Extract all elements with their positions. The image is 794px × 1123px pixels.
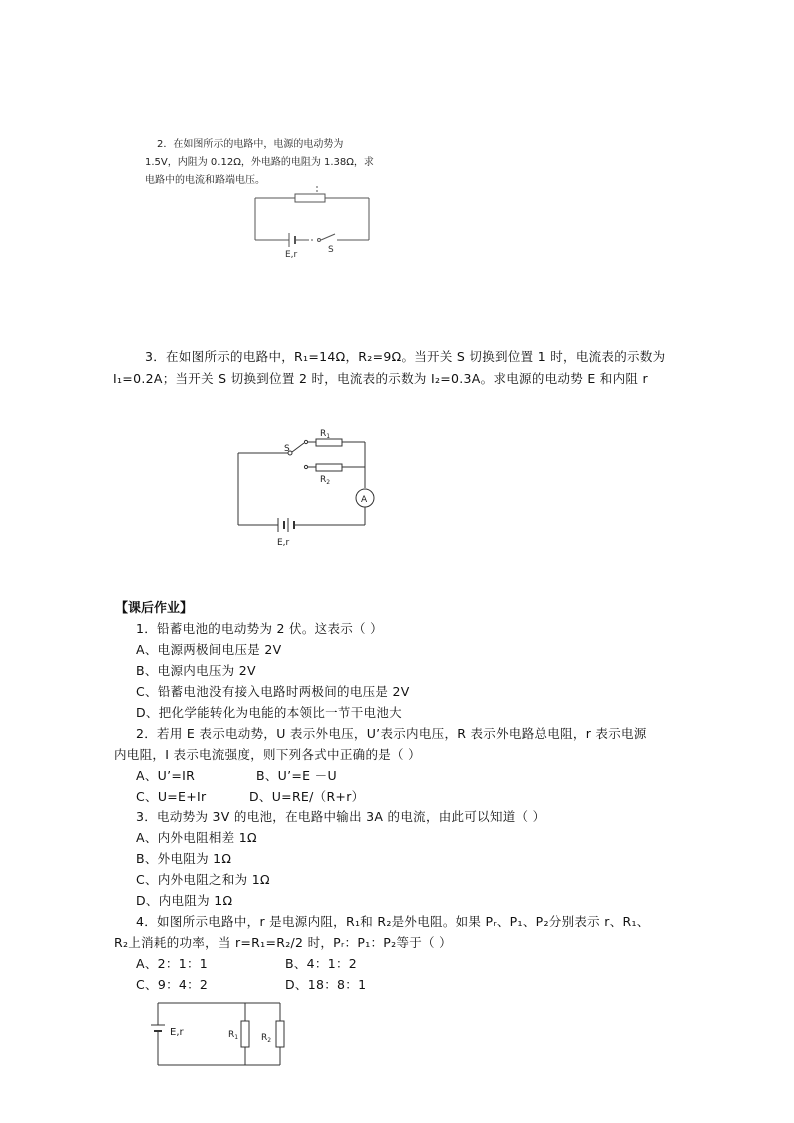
- q3-label-r1-sub: 1: [326, 433, 331, 440]
- q3-label-r2-sub: 2: [326, 479, 331, 486]
- hw-q4-label-r2: R: [261, 1033, 268, 1043]
- q2-label-s: S: [328, 245, 334, 255]
- hw-q2-stem-line1: 2．若用 E 表示电动势，U 表示外电压，U’表示内电压，R 表示外电路总电阻，r 表示电源: [136, 726, 647, 741]
- q3-label-r2: R: [320, 475, 327, 485]
- q3-label-a: A: [361, 495, 368, 505]
- hw-q4-option-d: D、18：8：1: [285, 977, 367, 992]
- hw-q1-option-c: C、铅蓄电池没有接入电路时两极间的电压是 2V: [136, 684, 410, 699]
- q2-line3: 电路中的电流和路端电压。: [145, 175, 265, 186]
- hw-q4-circuit-diagram: [148, 995, 298, 1075]
- q2-line2: 1.5V，内阻为 0.12Ω，外电路的电阻为 1.38Ω，求: [145, 157, 374, 168]
- hw-q4-resistor-r2: [276, 1021, 284, 1047]
- hw-q2-option-d: D、U=RE/（R+r）: [249, 789, 365, 804]
- q2-label-er: E,r: [285, 250, 298, 260]
- homework-title: 【课后作业】: [115, 601, 194, 616]
- q3-label-er: E,r: [277, 538, 290, 548]
- hw-q4-resistor-r1: [241, 1021, 249, 1047]
- q2-switch-pivot: [318, 239, 321, 242]
- q3-label-r1: R: [320, 429, 327, 439]
- q3-resistor-r1: [316, 439, 342, 446]
- hw-q1-option-a: A、电源两极间电压是 2V: [136, 642, 282, 657]
- svg-text:R1: [320, 429, 330, 440]
- hw-q4-stem-line2: R₂上消耗的功率，当 r=R₁=R₂/2 时，Pᵣ：P₁：P₂等于（ ）: [114, 935, 452, 950]
- hw-q4-option-a: A、2：1：1: [136, 956, 209, 971]
- q3-label-s: S: [284, 444, 290, 454]
- hw-q3-option-a: A、内外电阻相差 1Ω: [136, 830, 257, 845]
- q3-switch-blade: [292, 443, 304, 452]
- q2-switch-blade: [321, 234, 335, 240]
- q3-line1: 3．在如图所示的电路中，R₁=14Ω，R₂=9Ω。当开关 S 切换到位置 1 时，电流表的示数为: [145, 349, 666, 364]
- q3-switch-contact-2: [304, 465, 307, 468]
- q2-resistor: [295, 194, 325, 202]
- hw-q4-stem-line1: 4．如图所示电路中，r 是电源内阻，R₁和 R₂是外电阻。如果 Pᵣ、P₁、P₂分别表示 r、R₁、: [136, 914, 650, 929]
- hw-q2-option-c: C、U=E+Ir: [136, 789, 207, 804]
- q3-line2: I₁=0.2A；当开关 S 切换到位置 2 时，电流表的示数为 I₂=0.3A。求电源的电动势 E 和内阻 r: [113, 371, 648, 386]
- hw-q4-label-r1: R: [228, 1030, 235, 1040]
- hw-q4-option-b: B、4：1：2: [285, 956, 358, 971]
- hw-q4-label-r1-sub: 1: [234, 1034, 239, 1041]
- svg-text:R2: [261, 1033, 271, 1044]
- q2-line1: 2．在如图所示的电路中，电源的电动势为: [157, 139, 344, 150]
- q3-resistor-r2: [316, 464, 342, 471]
- hw-q3-option-b: B、外电阻为 1Ω: [136, 851, 232, 866]
- hw-q2-stem-line2: 内电阻，I 表示电流强度，则下列各式中正确的是（ ）: [114, 747, 421, 762]
- hw-q4-label-er: E,r: [170, 1027, 184, 1038]
- q2-circuit-diagram: [245, 180, 380, 260]
- q3-circuit-diagram: [230, 425, 385, 550]
- hw-q3-option-d: D、内电阻为 1Ω: [136, 893, 233, 908]
- hw-q3-option-c: C、内外电阻之和为 1Ω: [136, 872, 270, 887]
- svg-text:R1: [228, 1030, 238, 1041]
- q3-switch-contact-1: [304, 440, 307, 443]
- hw-q2-option-b: B、U’=E －U: [256, 768, 337, 783]
- svg-text:R2: [320, 475, 330, 486]
- hw-q1-stem: 1．铅蓄电池的电动势为 2 伏。这表示（ ）: [136, 621, 383, 636]
- hw-q1-option-b: B、电源内电压为 2V: [136, 663, 256, 678]
- hw-q2-option-a: A、U’=IR: [136, 768, 196, 783]
- hw-q4-option-c: C、9：4：2: [136, 977, 209, 992]
- hw-q4-label-r2-sub: 2: [267, 1037, 272, 1044]
- hw-q1-option-d: D、把化学能转化为电能的本领比一节干电池大: [136, 705, 402, 720]
- hw-q3-stem: 3．电动势为 3V 的电池，在电路中输出 3A 的电流，由此可以知道（ ）: [136, 809, 546, 824]
